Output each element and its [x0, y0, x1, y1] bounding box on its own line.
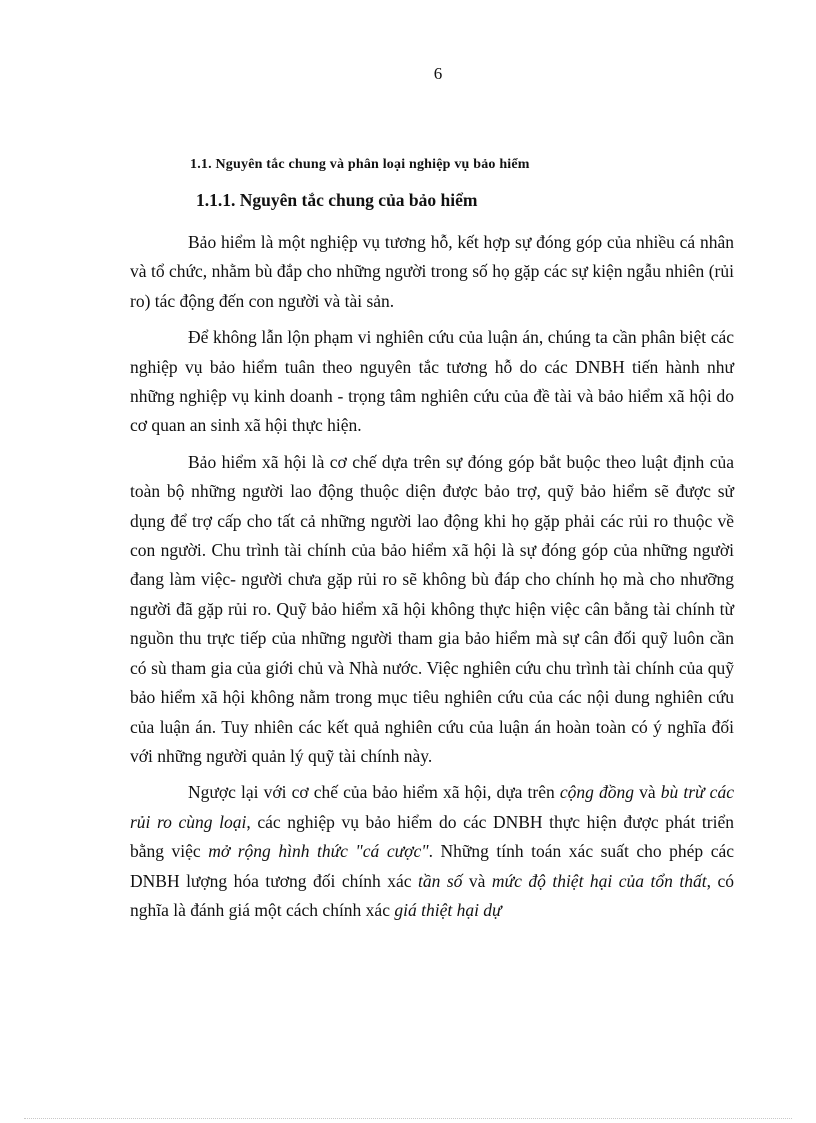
page-number: 6	[433, 64, 443, 83]
paragraph-4	[130, 778, 734, 925]
text-run: và	[634, 782, 661, 803]
text-run: và	[462, 870, 492, 891]
section-heading: 1.1. Nguyên tắc chung và phân loại nghiệp vụ bảo hiểm	[190, 157, 530, 172]
text-run: . Những tính toán xác suất cho phép các DNBH lượng hóa tương đối chính xác	[130, 841, 734, 891]
paragraph-2: Để không lẫn lộn phạm vi nghiên cứu của luận án, chúng ta cần phân biệt các nghiệp vụ bảo hiểm tuân theo nguyên tắc tương hỗ do các DNBH tiến hành như những nghiệp vụ kinh doanh - trọng tâm nghiên cứu của đề tài và bảo hiểm xã hội do cơ quan an sinh xã hội thực hiện.	[130, 327, 734, 436]
paragraph-3: Bảo hiểm xã hội là cơ chế dựa trên sự đóng góp bắt buộc theo luật định của toàn bộ những người lao động thuộc diện được bảo trợ, quỹ bảo hiểm sẽ được sử dụng để trợ cấp cho tất cả những người lao động khi họ gặp phải các rủi ro thuộc về con người. Chu trình tài chính của bảo hiểm xã hội là sự đóng góp của những người đang làm việc- người chưa gặp rủi ro sẽ không bù đáp cho chính họ mà cho nhưỡng người đã gặp rủi ro. Quỹ bảo hiểm xã hội không thực hiện việc cân bằng tài chính từ nguồn thu trực tiếp của những người tham gia bảo hiểm mà sự cân đối quỹ luôn cần có sù tham gia của giới chủ và Nhà nước. Việc nghiên cứu chu trình tài chính của quỹ bảo hiểm xã hội không nằm trong mục tiêu nghiên cứu của các nội dung nghiên cứu của luận án. Tuy nhiên các kết quả nghiên cứu của luận án hoàn toàn có ý nghĩa đối với những người quản lý quỹ tài chính này.	[130, 451, 734, 766]
subsection-heading: 1.1.1. Nguyên tắc chung của bảo hiểm	[196, 190, 478, 210]
body-text	[130, 228, 734, 932]
italic-phrase: mức độ thiệt hại của tổn thất	[491, 870, 707, 891]
text-run: , các nghiệp vụ bảo hiểm do các DNBH thực hiện được phát triển bằng việc	[130, 811, 734, 862]
paragraph-1: Bảo hiểm là một nghiệp vụ tương hỗ, kết hợp sự đóng góp của nhiều cá nhân và tổ chức, nhằm bù đắp cho những người trong số họ gặp các sự kiện ngẫu nhiên (rủi ro) tác động đến con người và tài sản.	[130, 232, 734, 311]
text-run: Ngược lại với cơ chế của bảo hiểm xã hội, dựa trên	[188, 782, 560, 803]
text-run: , có nghĩa là đánh giá một cách chính xác	[130, 870, 734, 920]
page-bottom-divider	[24, 1118, 792, 1119]
italic-phrase: giá thiệt hại dự	[394, 899, 502, 920]
italic-phrase: mở rộng hình thức "cá cược"	[208, 841, 429, 862]
italic-phrase: cộng đồng	[559, 782, 635, 803]
italic-phrase: bù trừ các rủi ro cùng loại	[130, 782, 734, 832]
italic-phrase: tần số	[417, 870, 463, 891]
